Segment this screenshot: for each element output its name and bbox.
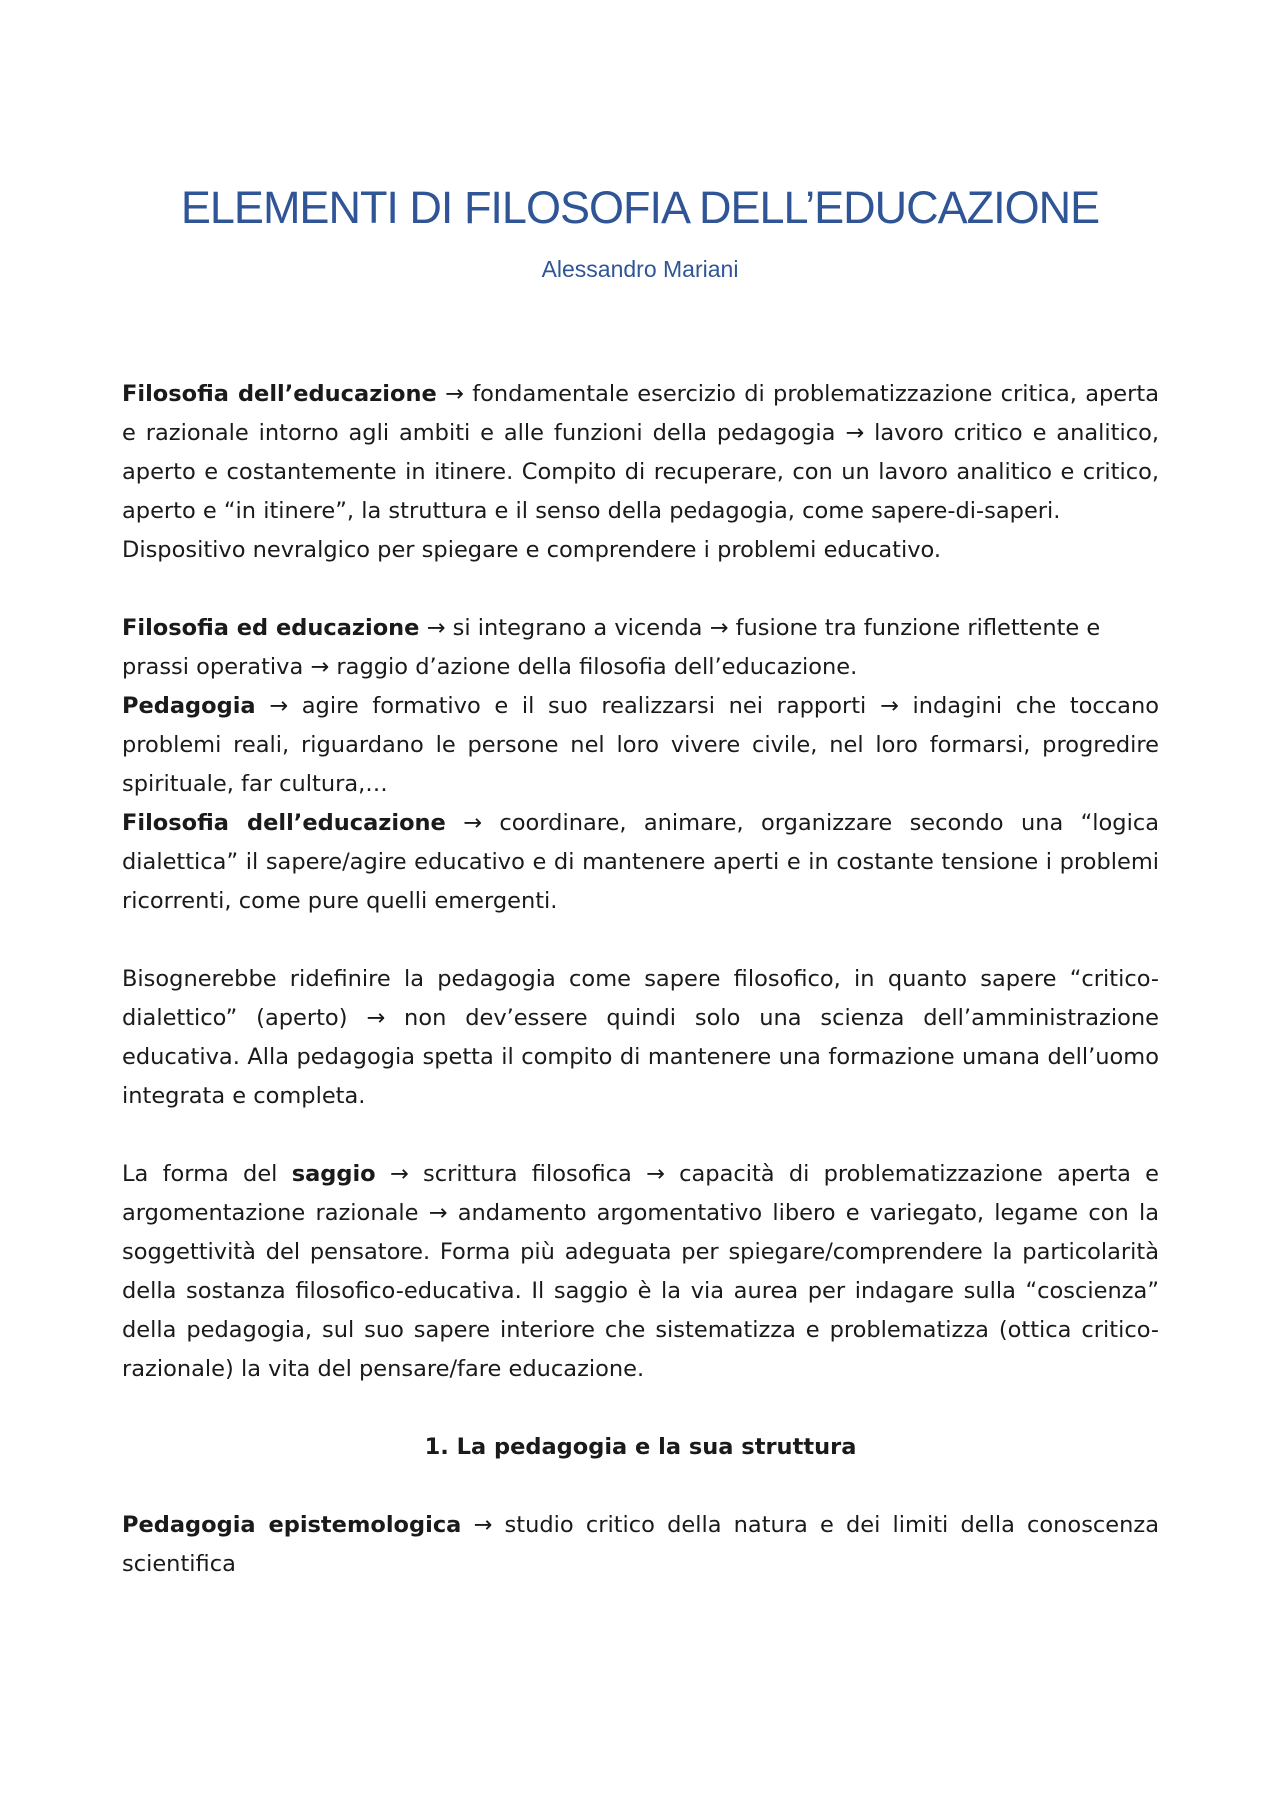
paragraph-gap: [122, 570, 1159, 609]
term-label: saggio: [291, 1161, 376, 1187]
paragraph-bisognerebbe: [122, 960, 1159, 1116]
document-title: ELEMENTI DI FILOSOFIA DELL’EDUCAZIONE: [180, 182, 1100, 233]
paragraph-dispositivo: [122, 531, 1159, 570]
term-label: Pedagogia: [122, 693, 256, 719]
paragraph-text: → scrittura filosofica → capacità di problematizzazione aperta e argomentazione razionale → andamento argomentativo libero e variegato, legame con la soggettività del pensatore. Forma più adeguata per spiegare/comprendere la particolarità della sostanza filosofico-educativa. Il saggio è la via aurea per indagare sulla “coscienza” della pedagogia, sul suo sapere interiore che sistematizza e problematizza (ottica critico-razionale) la vita del pensare/fare educazione.: [122, 1161, 1160, 1382]
paragraph-saggio: [122, 1155, 1159, 1389]
section-heading: 1. La pedagogia e la sua struttura: [424, 1434, 857, 1460]
term-label: Pedagogia epistemologica: [122, 1512, 462, 1538]
paragraph-text: → si integrano a vicenda → fusione tra funzione riflettente e prassi operativa → raggio d’azione della filosofia dell’educazione.: [122, 615, 1101, 680]
term-label: Filosofia dell’educazione: [122, 381, 437, 407]
paragraph-gap: [122, 1116, 1159, 1155]
paragraph-text: Bisognerebbe ridefinire la pedagogia come sapere filosofico, in quanto sapere “critico-dialettico” (aperto) → non dev’essere quindi solo una scienza dell’amministrazione educativa. Alla pedagogia spetta il compito di mantenere una formazione umana dell’uomo integrata e completa.: [122, 966, 1159, 1109]
paragraph-text: → studio critico della natura e dei limiti della conoscenza scientifica: [122, 1512, 1159, 1577]
paragraph-text: → coordinare, animare, organizzare secondo una “logica dialettica” il sapere/agire educativo e di mantenere aperti e in costante tensione i problemi ricorrenti, come pure quelli emergenti.: [122, 810, 1159, 914]
paragraph-filosofia-ed-educazione: [122, 609, 1159, 687]
paragraph-gap: [122, 1389, 1159, 1428]
paragraph-pedagogia: [122, 687, 1159, 804]
term-label: Filosofia dell’educazione: [122, 810, 446, 836]
paragraph-gap: [122, 921, 1159, 960]
paragraph-text: Dispositivo nevralgico per spiegare e comprendere i problemi educativo.: [122, 537, 942, 563]
paragraph-text: La forma del: [122, 1161, 292, 1187]
document-author: Alessandro Mariani: [541, 256, 739, 282]
document-body: [122, 375, 1159, 1584]
paragraph-filosofia-educazione: [122, 375, 1159, 531]
paragraph-gap: [122, 1467, 1159, 1506]
term-label: Filosofia ed educazione: [122, 615, 420, 641]
paragraph-pedagogia-epistemologica: [122, 1506, 1159, 1584]
paragraph-text: → fondamentale esercizio di problematizzazione critica, aperta e razionale intorno agli ambiti e alle funzioni della pedagogia → lavoro critico e analitico, aperto e costantemente in itinere. Compito di recuperare, con un lavoro analitico e critico, aperto e “in itinere”, la struttura e il senso della pedagogia, come sapere-di-saperi.: [122, 381, 1159, 524]
paragraph-text: → agire formativo e il suo realizzarsi nei rapporti → indagini che toccano problemi reali, riguardano le persone nel loro vivere civile, nel loro formarsi, progredire spirituale, far cultura,…: [122, 693, 1159, 797]
paragraph-filosofia-educazione-2: [122, 804, 1159, 921]
